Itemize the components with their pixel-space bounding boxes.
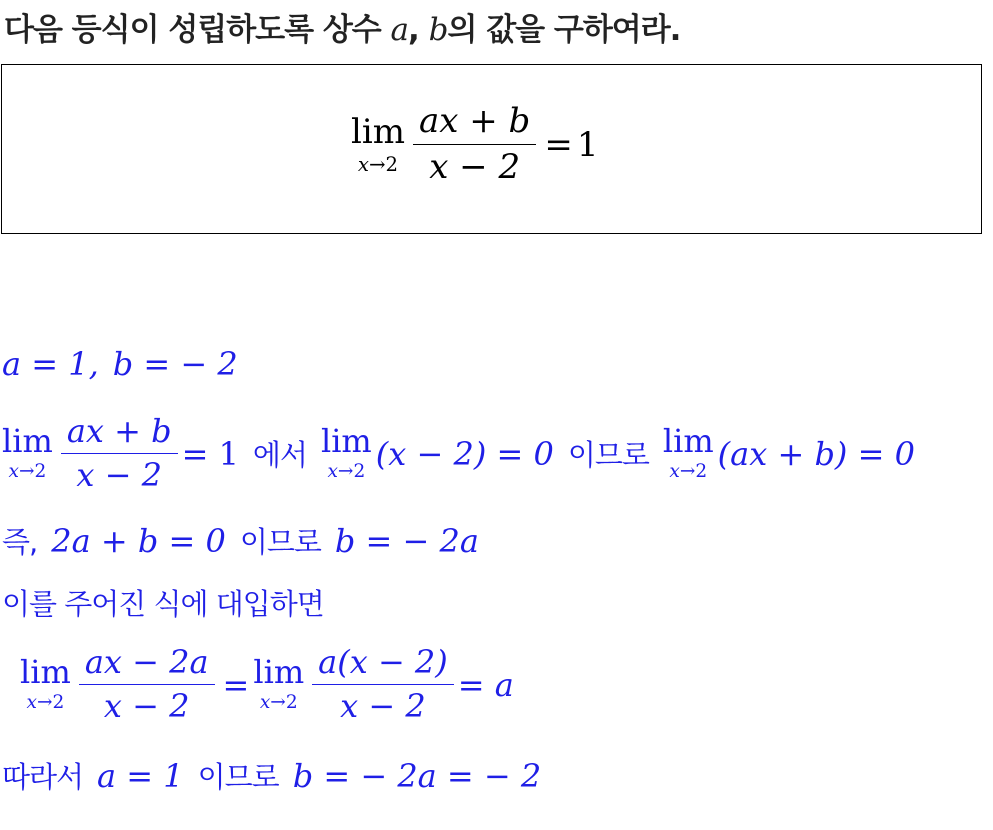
fraction-denominator: x − 2 [76,456,162,495]
fraction-numerator: ax + b [419,101,531,141]
limit-sub-var: x [357,153,370,177]
limit-subscript [358,155,398,175]
limit-word: lim [253,653,305,692]
fraction-denominator: x − 2 [429,147,521,188]
limit-sub-arrow: → [369,153,386,177]
fraction-denominator: x − 2 [340,687,426,726]
equation-box [1,64,982,234]
limit-sub-arrow: → [18,461,35,483]
limit-sub-var: x [26,692,37,714]
solution-line-4 [2,582,324,623]
word-imeuro: 이므로 [239,525,321,559]
limit-sub-var: x [327,461,338,483]
limit-operator [20,653,71,714]
limit-operator [320,422,372,483]
answer-a: a = 1, [2,345,99,383]
result: = a [457,665,514,704]
limit-word: lim [351,112,405,153]
limit-word: lim [20,653,71,692]
question-text [4,4,680,49]
rhs-value: 1 [576,124,599,165]
limit-sub-var: x [669,461,680,483]
fraction [413,103,536,187]
fraction [61,414,178,493]
word-imeuro: 이므로 [567,438,649,473]
word-imeuro: 이므로 [197,760,279,794]
expression: 2a + b = 0 [51,521,226,560]
fraction [79,645,215,724]
limit-sub-var: x [259,692,271,714]
fraction-numerator: ax − 2a [84,643,209,681]
fraction-bar [79,684,215,685]
expression: b = − 2a [334,521,479,560]
expression: b = − 2a = − 2 [292,756,542,795]
solution-line-5 [20,645,514,724]
fraction-numerator: ax + b [66,412,172,450]
word-jeuk: 즉, [2,525,38,559]
limit-subscript [327,463,365,482]
answer-b: b = − 2 [112,345,238,383]
boxed-equation [351,103,598,187]
fraction-bar [413,144,536,145]
limit-word: lim [2,422,53,461]
limit-subscript [669,463,707,482]
fraction-denominator: x − 2 [103,687,190,726]
limit-sub-arrow: → [36,692,53,714]
question-text-after: 의 값을 구하여라. [447,12,681,48]
limit-operator [2,422,53,483]
fraction [312,645,454,724]
limit-word: lim [320,422,372,461]
limit-sub-arrow: → [337,461,354,483]
limit-sub-value: 2 [353,461,366,483]
limit-subscript [26,694,64,713]
limit-sub-arrow: → [270,692,286,714]
limit-operator [662,422,714,483]
limit-sub-value: 2 [285,692,298,714]
solution-line-2 [2,414,915,493]
solution-line-6 [2,755,541,796]
limit-subscript [8,463,46,482]
limit-operator [253,653,305,714]
limit-sub-arrow: → [679,461,696,483]
fraction-bar [312,684,454,685]
limit-expression: (ax + b) = 0 [717,434,915,473]
fraction-bar [61,453,178,454]
equals-one: = 1 [181,434,239,473]
limit-sub-value: 2 [385,153,399,177]
equals-sign: = [544,124,573,165]
word-ttaraseo: 따라서 [2,760,84,794]
solution-answer [2,345,238,383]
question-var-b: b [428,12,448,48]
question-comma: , [408,12,419,48]
limit-expression: (x − 2) = 0 [375,434,554,473]
fraction-numerator: a(x − 2) [318,643,448,681]
limit-word: lim [662,422,714,461]
word-eseo: 에서 [252,438,307,473]
limit-subscript [260,694,298,713]
substitution-text: 이를 주어진 식에 대입하면 [2,587,324,621]
limit-sub-value: 2 [695,461,708,483]
question-text-before: 다음 등식이 성립하도록 상수 [4,12,381,48]
solution-line-3 [2,520,479,561]
limit-sub-value: 2 [52,692,65,714]
limit-sub-var: x [8,461,19,483]
expression: a = 1 [97,756,184,795]
question-var-a: a [390,12,409,48]
limit-operator [351,112,405,177]
equals-sign: = [222,665,250,704]
limit-sub-value: 2 [34,461,47,483]
